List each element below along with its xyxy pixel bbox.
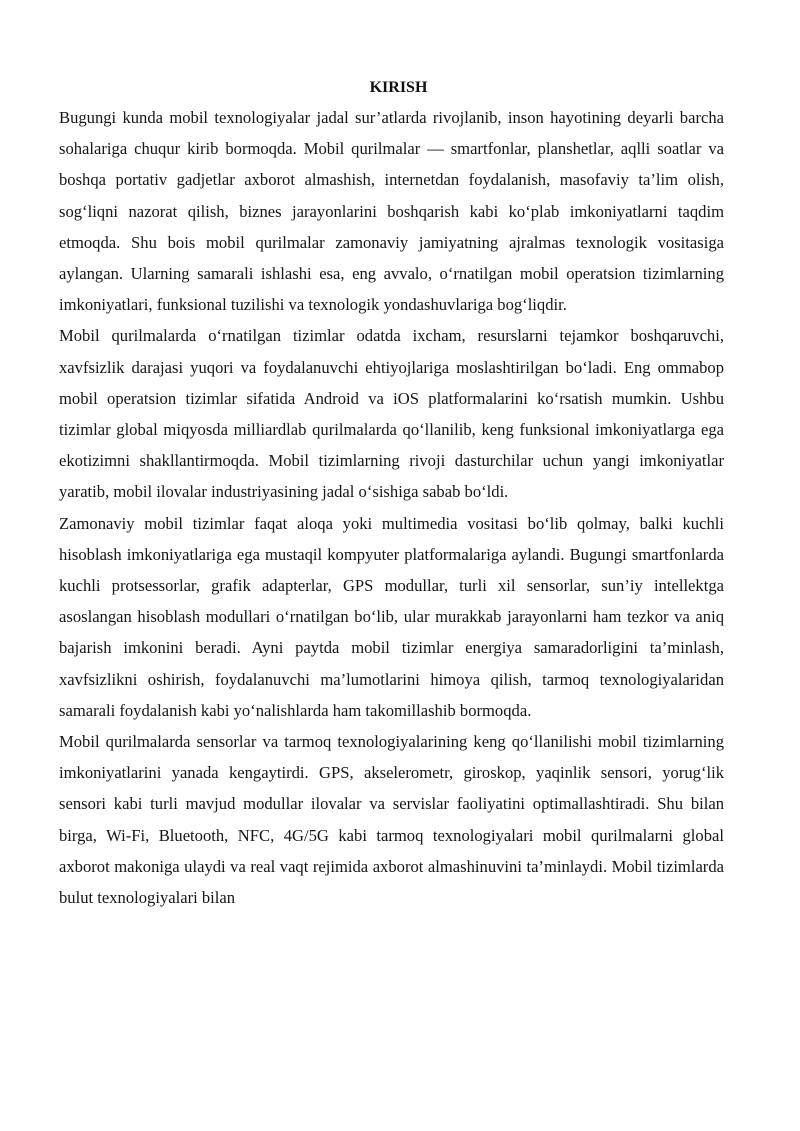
- paragraph-1: Bugungi kunda mobil texnologiyalar jadal sur’atlarda rivojlanib, inson hayotining deyarli barcha sohalariga chuqur kirib bormoqda. Mobil qurilmalar — smartfonlar, planshetlar, aqlli soatlar va boshqa portativ gadjetlar axborot almashish, internetdan foydalanish, masofaviy ta’lim olish, sog‘liqni nazorat qilish, biznes jarayonlarini boshqarish kabi ko‘plab imkoniyatlarni taqdim etmoqda. Shu bois mobil qurilmalar zamonaviy jamiyatning ajralmas texnologik vositasiga aylangan. Ularning samarali ishlashi esa, eng avvalo, o‘rnatilgan mobil operatsion tizimlarning imkoniyatlari, funksional tuzilishi va texnologik yondashuvlariga bog‘liqdir.: [59, 108, 724, 315]
- document-body: [59, 102, 724, 913]
- paragraph-3: Zamonaviy mobil tizimlar faqat aloqa yoki multimedia vositasi bo‘lib qolmay, balki kuchli hisoblash imkoniyatlariga ega mustaqil kompyuter platformalariga aylandi. Bugungi smartfonlarda kuchli protsessorlar, grafik adapterlar, GPS modullar, turli xil sensorlar, sun’iy intellektga asoslangan hisoblash modullari o‘rnatilgan bo‘lib, ular murakkab jarayonlarni ham tezkor va aniq bajarish imkonini beradi. Ayni paytda mobil tizimlar energiya samaradorligini ta’minlash, xavfsizlikni oshirish, foydalanuvchi ma’lumotlarini himoya qilish, tarmoq texnologiyalaridan samarali foydalanish kabi yo‘nalishlarda ham takomillashib bormoqda.: [59, 513, 724, 720]
- section-title: KIRISH: [369, 79, 428, 96]
- paragraph-2: Mobil qurilmalarda o‘rnatilgan tizimlar odatda ixcham, resurslarni tejamkor boshqaruvchi, xavfsizlik darajasi yuqori va foydalanuvchi ehtiyojlariga moslashtirilgan bo‘ladi. Eng ommabop mobil operatsion tizimlar sifatida Android va iOS platformalarini ko‘rsatish mumkin. Ushbu tizimlar global miqyosda milliardlab qurilmalarda qo‘llanilib, keng funksional imkoniyatlarga ega ekotizimni shakllantirmoqda. Mobil tizimlarning rivoji dasturchilar uchun yangi imkoniyatlar yaratib, mobil ilovalar industriyasining jadal o‘sishiga sabab bo‘ldi.: [59, 326, 724, 502]
- paragraph-4: Mobil qurilmalarda sensorlar va tarmoq texnologiyalarining keng qo‘llanilishi mobil tizimlarning imkoniyatlarini yanada kengaytirdi. GPS, akselerometr, giroskop, yaqinlik sensori, yorug‘lik sensori kabi turli mavjud modullar ilovalar va servislar faoliyatini optimallashtiradi. Shu bilan birga, Wi-Fi, Bluetooth, NFC, 4G/5G kabi tarmoq texnologiyalari mobil qurilmalarni global axborot makoniga ulaydi va real vaqt rejimida axborot almashinuvini ta’minlaydi. Mobil tizimlarda bulut texnologiyalari bilan: [59, 732, 724, 908]
